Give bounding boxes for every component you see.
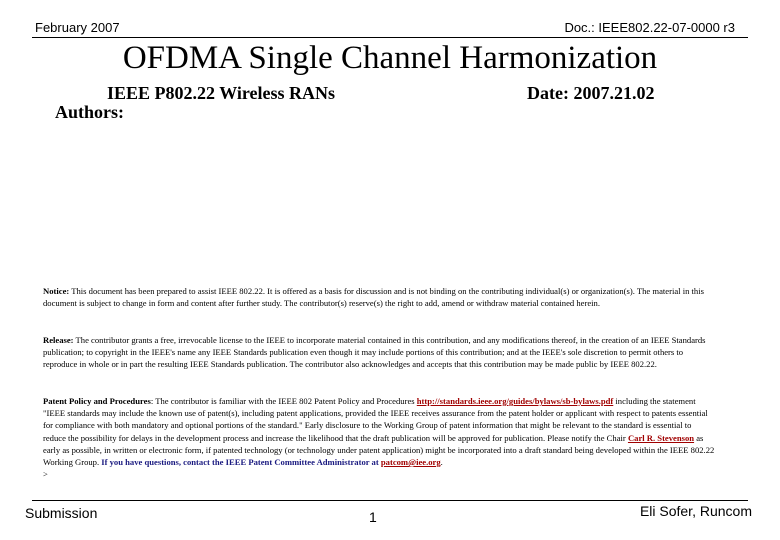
header-rule [32, 37, 748, 38]
chair-link[interactable]: Carl R. Stevenson [627, 432, 695, 443]
subtitle: IEEE P802.22 Wireless RANs [107, 83, 336, 103]
patcom-email-link[interactable]: patcom@iee.org [380, 457, 441, 468]
release-paragraph [43, 334, 715, 371]
patent-paragraph [43, 395, 715, 480]
patent-text-4: . [440, 457, 443, 468]
authors-label: Authors: [55, 102, 125, 122]
patent-text-2: including the statement "IEEE standards may include the known use of patent(s), including patent applications, provided the IEEE receives assurance from the patent holder or applicant with respect to patents essential for compliance with both mandatory and optional portions of the standard." Early disclosure to the Working Group of patent information that might be relevant to the standard is essential to reduce the possibility for delays in the development process and increase the likelihood that the draft publication will be approved for publication. Please notify the Chair [43, 396, 708, 443]
patent-text-3: as early as possible, in written or electronic form, if patented technology (or technology under patent application) might be incorporated into a draft standard being developed within the IEEE 802.22 Working Group. [43, 432, 715, 468]
patent-questions: If you have questions, contact the IEEE Patent Committee Administrator at [101, 457, 381, 468]
patent-trailer: > [43, 469, 48, 480]
patent-label: Patent Policy and Procedures [43, 396, 151, 406]
release-text: The contributor grants a free, irrevocable license to the IEEE to incorporate material contained in this contribution, and any modifications thereof, in the creation of an IEEE Standards publication; to copyright in the IEEE's name any IEEE Standards publication even though it may include portions of this contribution; and at the IEEE's sole discretion to permit others to reproduce in whole or in part the resulting IEEE Standards publication. The contributor also acknowledges and accepts that this contribution may be made public by IEEE 802.22. [43, 335, 706, 370]
release-label: Release: [43, 335, 74, 345]
notice-text: This document has been prepared to assist IEEE 802.22. It is offered as a basis for discussion and is not binding on the contributing individual(s) or organization(s). The material in this document is subject to change in form and content after further study. The contributor(s) reserve(s) the right to add, amend or withdraw material contained herein. [43, 286, 704, 309]
bylaws-link[interactable]: http://standards.ieee.org/guides/bylaws/sb-bylaws.pdf [416, 396, 614, 406]
document-date: Date: 2007.21.02 [527, 83, 655, 103]
notice-paragraph [43, 285, 715, 309]
header-date: February 2007 [35, 20, 120, 35]
page-title: OFDMA Single Channel Harmonization [122, 40, 658, 76]
header-doc-id: Doc.: IEEE802.22-07-0000 r3 [564, 20, 735, 35]
footer-author: Eli Sofer, Runcom [639, 503, 752, 519]
notice-label: Notice: [43, 286, 70, 296]
patent-text-1: : The contributor is familiar with the IEEE 802 Patent Policy and Procedures [150, 396, 417, 406]
page-number: 1 [369, 509, 377, 525]
footer-submission: Submission [25, 505, 98, 521]
footer-rule [32, 500, 748, 501]
